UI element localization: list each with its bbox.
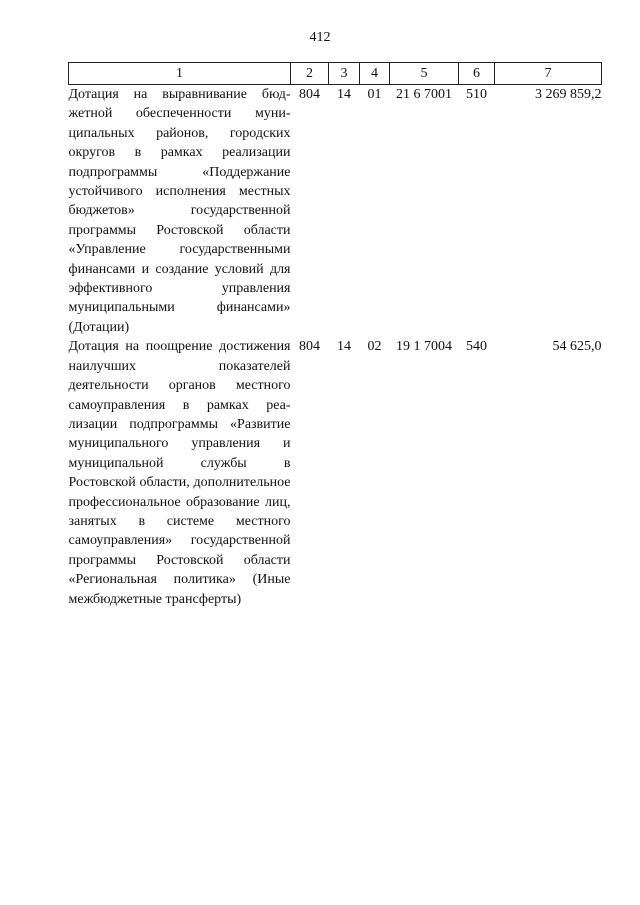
column-header-7: 7: [495, 63, 602, 85]
column-header-3: 3: [329, 63, 360, 85]
target-article-code: 21 6 7001: [396, 87, 452, 102]
table-row: [69, 85, 602, 338]
column-header-2: 2: [291, 63, 329, 85]
budget-table: [68, 62, 602, 609]
column-header-5: 5: [390, 63, 459, 85]
section-code: 14: [337, 87, 351, 102]
header-row: [69, 63, 602, 85]
ministry-code: 804: [299, 339, 320, 355]
column-header-1: 1: [69, 63, 291, 85]
subsection-code: 02: [367, 339, 382, 355]
row-description: Дотация на выравнивание бюджетной обеспеченности муниципальных районов, городских округов в рамках реализации подпрограммы «Поддержание устойчивого исполнения местных бюджетов» государственной программы Ростовской области «Управление государственными финансами и создание условий для эффективного управления муниципальными финансами» (Дотации): [68, 87, 291, 335]
section-code: 14: [337, 339, 351, 355]
target-article-code: 19 1 7004: [396, 339, 452, 355]
column-header-4: 4: [360, 63, 390, 85]
row-description: Дотация на поощрение достижения наилучших показателей деятельности органов местного самоуправления в рамках реализации подпрограммы «Развитие муниципального управления и муниципальной службы в Ростовской области, дополнительное профессиональное образование лиц, занятых в системе местного самоуправления» государственной программы Ростовской области «Региональная политика» (Иные межбюджетные трансферты): [68, 339, 291, 607]
table-row: [69, 337, 602, 609]
expense-type-code: 540: [466, 339, 487, 355]
page-number: 412: [309, 30, 331, 45]
expense-type-code: 510: [466, 87, 487, 102]
column-header-6: 6: [459, 63, 495, 85]
ministry-code: 804: [299, 87, 320, 102]
amount: 54 625,0: [552, 339, 602, 355]
amount: 3 269 859,2: [535, 87, 602, 102]
subsection-code: 01: [367, 87, 382, 102]
